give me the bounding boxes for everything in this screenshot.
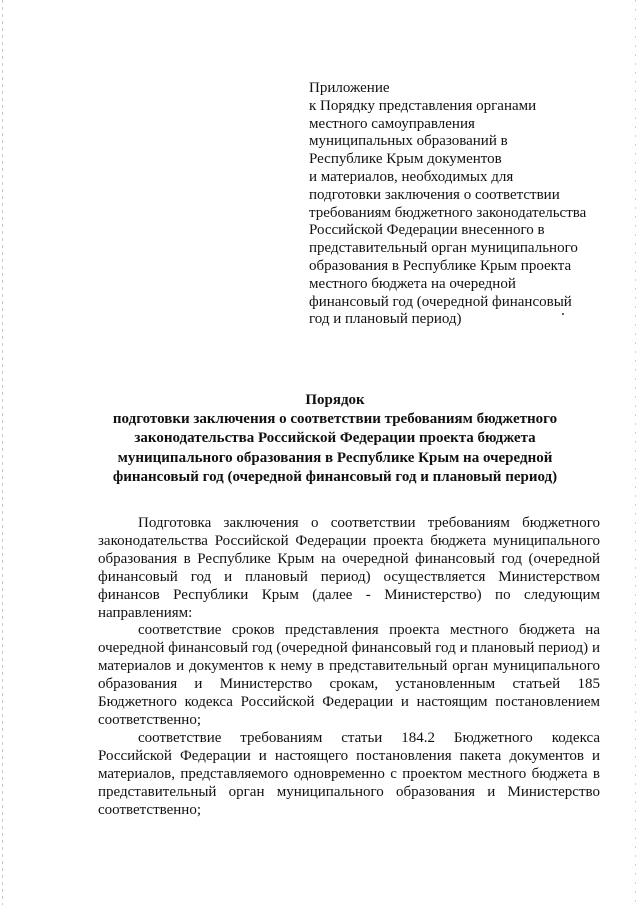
scan-right-edge [635,0,636,905]
appendix-line: и материалов, необходимых для [309,168,514,185]
scan-speck [562,313,564,315]
title-line: Порядок [305,392,365,408]
appendix-line: представительный орган муниципального [309,240,578,257]
appendix-line: муниципальных образований в [309,133,508,150]
appendix-line: к Порядку представления органами [309,97,537,114]
title-line: подготовки заключения о соответствии требованиям бюджетного [112,411,558,428]
appendix-line: финансовый год (очередной финансовый [309,293,572,310]
title-line: финансовый год (очередной финансовый год и плановый период) [112,468,558,485]
body-paragraph: Подготовка заключения о соответствии требованиям бюджетного законодательства Российской Федерации проекта бюджета муниципального образования в Республике Крым на очередной финансовый год (очередной финансовый год и плановый период) осуществляется Министерством финансов Республики Крым (далее - Министерство) по следующим направлениям: [98,515,600,621]
appendix-line: Республике Крым документов [309,151,502,168]
appendix-header [309,80,609,329]
appendix-line: местного самоуправления [309,115,475,132]
scan-left-edge [2,0,3,905]
appendix-line: подготовки заключения о соответствии [309,186,560,203]
appendix-line: образования в Республике Крым проекта [309,257,572,274]
appendix-line: местного бюджета на очередной [309,275,516,292]
appendix-line: требованиям бюджетного законодательства [309,204,587,221]
appendix-line: Приложение [309,80,390,96]
body-paragraph: соответствие требованиям статьи 184.2 Бюджетного кодекса Российской Федерации и настоящего постановления пакета документов и материалов, представляемого одновременно с проектом местного бюджета в представительный орган муниципального образования и Министерство соответственно; [98,729,600,818]
body-paragraph: соответствие сроков представления проекта местного бюджета на очередной финансовый год (очередной финансовый год и плановый период) и материалов и документов к нему в представительный орган муниципального образования и Министерство срокам, установленным статьей 185 Бюджетного кодекса Российской Федерации и настоящим постановлением соответственно; [98,622,600,728]
title-line: законодательства Российской Федерации проекта бюджета [134,430,536,447]
title-line: муниципального образования в Республике Крым на очередной [117,449,553,466]
appendix-line: Российской Федерации внесенного в [309,222,545,239]
appendix-line: год и плановый период) [309,311,462,328]
document-body [98,515,600,819]
document-title [100,391,570,487]
